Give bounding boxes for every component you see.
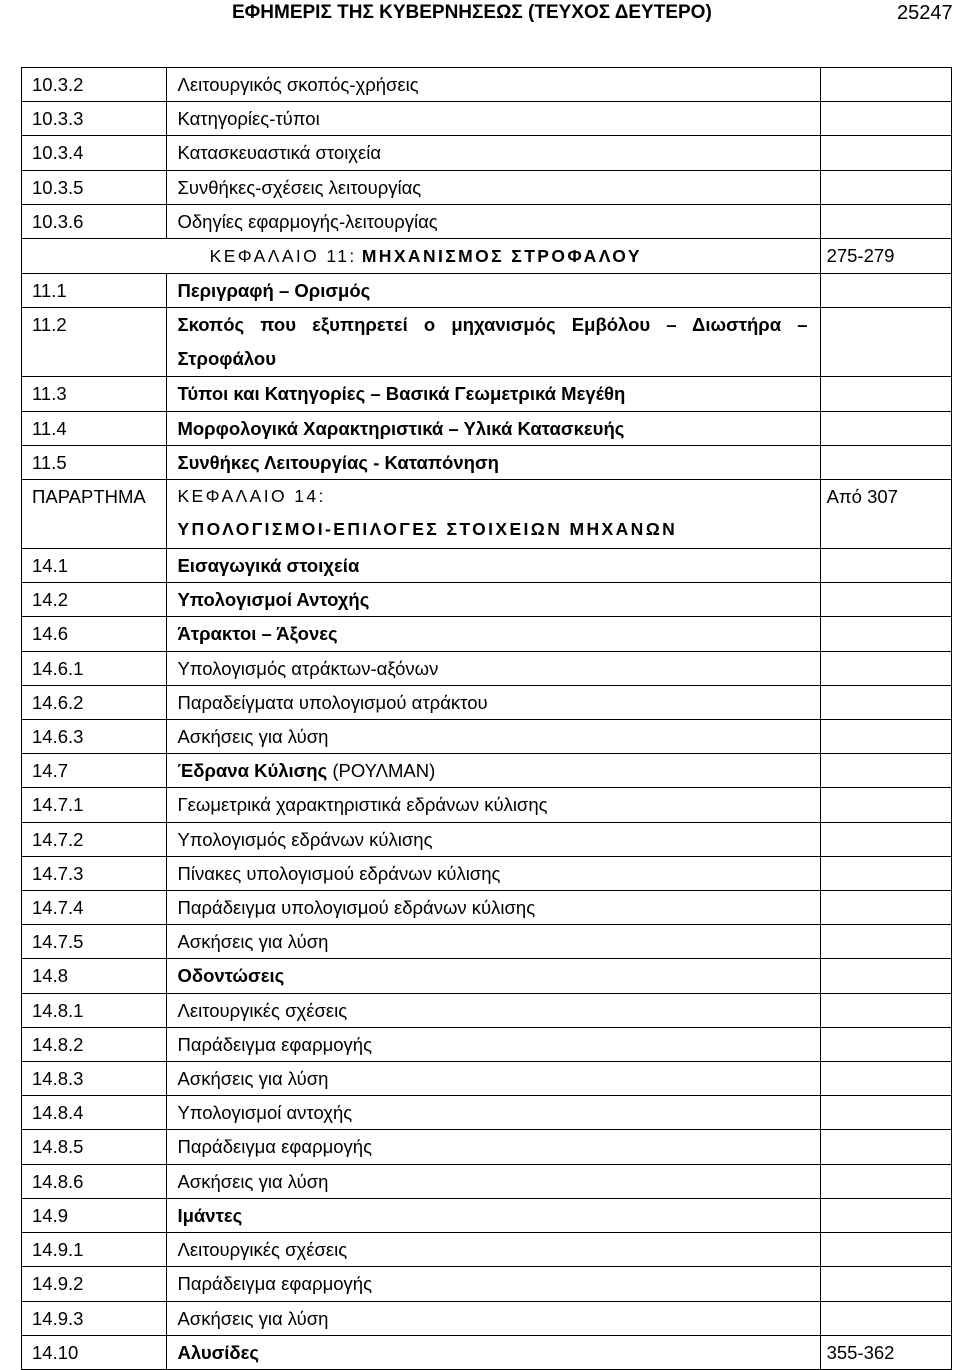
section-title: Οδηγίες εφαρμογής-λειτουργίας [167,204,820,238]
section-number: 14.7.3 [22,856,167,890]
section-number: 14.8 [22,959,167,993]
section-number: 14.7.2 [22,822,167,856]
section-number: 11.4 [22,411,167,445]
section-title: Λειτουργικές σχέσεις [167,1233,820,1267]
section-title: Ασκήσεις για λύση [167,1062,820,1096]
section-pages [820,583,951,617]
page-header [0,0,960,34]
section-title: Παράδειγμα εφαρμογής [167,1027,820,1061]
section-pages [820,1233,951,1267]
section-pages [820,308,951,377]
table-row [22,617,952,651]
table-row [22,170,952,204]
table-row [22,549,952,583]
table-row [22,102,952,136]
section-title: Εισαγωγικά στοιχεία [167,549,820,583]
section-title: Παράδειγμα εφαρμογής [167,1130,820,1164]
table-row [22,685,952,719]
section-pages [820,274,951,308]
section-pages [820,788,951,822]
section-number: 11.2 [22,308,167,377]
section-pages [820,204,951,238]
chapter-heading [167,480,820,549]
section-title: Ασκήσεις για λύση [167,1164,820,1198]
section-pages [820,822,951,856]
section-number: 10.3.5 [22,170,167,204]
section-title: Λειτουργικές σχέσεις [167,993,820,1027]
section-title-cell [167,754,820,788]
section-number: 14.8.2 [22,1027,167,1061]
table-row [22,1027,952,1061]
table-row [22,411,952,445]
table-row [22,68,952,102]
table-row [22,1198,952,1232]
section-title: Υπολογισμός ατράκτων-αξόνων [167,651,820,685]
section-number: 11.3 [22,377,167,411]
section-number: 14.8.4 [22,1096,167,1130]
section-pages [820,1198,951,1232]
section-pages [820,856,951,890]
section-title: Συνθήκες-σχέσεις λειτουργίας [167,170,820,204]
section-pages [820,993,951,1027]
table-row [22,651,952,685]
section-pages [820,891,951,925]
section-title: Ασκήσεις για λύση [167,720,820,754]
section-pages [820,411,951,445]
section-pages: 275-279 [820,239,951,274]
section-number: 11.1 [22,274,167,308]
section-pages [820,1301,951,1335]
table-row [22,1164,952,1198]
table-row [22,1130,952,1164]
table-row [22,1233,952,1267]
section-pages [820,754,951,788]
section-pages [820,102,951,136]
section-title: Αλυσίδες [167,1335,820,1369]
section-title: Άτρακτοι – Άξονες [167,617,820,651]
chapter-name: ΜΗΧΑΝΙΣΜΟΣ ΣΤΡΟΦΑΛΟΥ [361,246,642,267]
table-row [22,925,952,959]
section-pages [820,1062,951,1096]
table-row [22,1335,952,1369]
section-number: 14.6 [22,617,167,651]
table-row [22,1267,952,1301]
section-number: 14.9 [22,1198,167,1232]
table-row [22,993,952,1027]
section-pages [820,685,951,719]
section-number: 14.9.1 [22,1233,167,1267]
chapter-row [22,239,952,274]
section-title: Περιγραφή – Ορισμός [167,274,820,308]
table-row [22,754,952,788]
section-pages [820,549,951,583]
section-pages [820,651,951,685]
section-title: Κατασκευαστικά στοιχεία [167,136,820,170]
chapter-name: ΥΠΟΛΟΓΙΣΜΟΙ-ΕΠΙΛΟΓΕΣ ΣΤΟΙΧΕΙΩΝ ΜΗΧΑΝΩΝ [177,519,678,540]
section-number: 14.6.3 [22,720,167,754]
section-number: 11.5 [22,445,167,479]
section-number: 14.10 [22,1335,167,1369]
section-number: 14.8.1 [22,993,167,1027]
table-row [22,274,952,308]
section-pages [820,617,951,651]
section-pages [820,1027,951,1061]
chapter-prefix: ΚΕΦΑΛΑΙΟ 11: [209,246,357,267]
table-row [22,377,952,411]
section-title: Κατηγορίες-τύποι [167,102,820,136]
section-number: 10.3.2 [22,68,167,102]
section-title: Υπολογισμοί Αντοχής [167,583,820,617]
section-title: Οδοντώσεις [167,959,820,993]
gazette-title: ΕΦΗΜΕΡΙΣ ΤΗΣ ΚΥΒΕΡΝΗΣΕΩΣ (ΤΕΥΧΟΣ ΔΕΥΤΕΡΟ) [232,2,712,23]
table-row [22,445,952,479]
section-pages [820,445,951,479]
section-number: 14.6.1 [22,651,167,685]
table-row [22,822,952,856]
table-row [22,1062,952,1096]
table-row [22,583,952,617]
section-pages [820,1130,951,1164]
section-number: 14.8.5 [22,1130,167,1164]
section-number: 14.7.1 [22,788,167,822]
section-title: Υπολογισμοί αντοχής [167,1096,820,1130]
section-title: Σκοπός που εξυπηρετεί ο μηχανισμός Εμβόλου – Διωστήρα – Στροφάλου [167,308,820,377]
section-number: 14.8.6 [22,1164,167,1198]
chapter-heading [22,239,821,274]
section-pages: Από 307 [820,480,951,549]
section-number: 14.9.3 [22,1301,167,1335]
section-number: 14.7.4 [22,891,167,925]
section-title-suffix: (ΡΟΥΛΜΑΝ) [332,760,436,782]
section-number: 14.8.3 [22,1062,167,1096]
page-number: 25247 [897,2,953,24]
section-pages [820,136,951,170]
section-title: Ασκήσεις για λύση [167,925,820,959]
section-title: Παράδειγμα υπολογισμού εδράνων κύλισης [167,891,820,925]
section-title: Συνθήκες Λειτουργίας - Καταπόνηση [167,445,820,479]
section-pages [820,1164,951,1198]
section-pages [820,170,951,204]
section-title: Παράδειγμα εφαρμογής [167,1267,820,1301]
section-title: Παραδείγματα υπολογισμού ατράκτου [167,685,820,719]
section-pages [820,377,951,411]
table-row [22,856,952,890]
table-of-contents [21,67,952,1370]
section-title: Μορφολογικά Χαρακτηριστικά – Υλικά Κατασκευής [167,411,820,445]
section-title: Έδρανα Κύλισης [177,760,328,782]
section-pages [820,925,951,959]
table-row [22,788,952,822]
section-number: 10.3.4 [22,136,167,170]
section-number: 14.1 [22,549,167,583]
section-pages [820,959,951,993]
section-title: Τύποι και Κατηγορίες – Βασικά Γεωμετρικά Μεγέθη [167,377,820,411]
table-row [22,1096,952,1130]
section-number: 14.7.5 [22,925,167,959]
section-pages [820,1096,951,1130]
section-number: 14.7 [22,754,167,788]
section-number: 10.3.6 [22,204,167,238]
section-title: Ασκήσεις για λύση [167,1301,820,1335]
section-title: Υπολογισμός εδράνων κύλισης [167,822,820,856]
table-row [22,891,952,925]
section-pages: 355-362 [820,1335,951,1369]
section-number: 14.9.2 [22,1267,167,1301]
section-number: 14.6.2 [22,685,167,719]
table-row [22,959,952,993]
table-row [22,136,952,170]
table-row [22,308,952,377]
table-row [22,204,952,238]
section-title: Γεωμετρικά χαρακτηριστικά εδράνων κύλισης [167,788,820,822]
section-pages [820,68,951,102]
section-title: Ιμάντες [167,1198,820,1232]
section-number: 14.2 [22,583,167,617]
section-title: Λειτουργικός σκοπός-χρήσεις [167,68,820,102]
section-pages [820,720,951,754]
table-row [22,720,952,754]
section-title: Πίνακες υπολογισμού εδράνων κύλισης [167,856,820,890]
chapter-row [22,480,952,549]
chapter-prefix: ΚΕΦΑΛΑΙΟ 14: [177,486,326,507]
section-number: 10.3.3 [22,102,167,136]
table-row [22,1301,952,1335]
section-pages [820,1267,951,1301]
appendix-label: ΠΑΡΑΡΤΗΜΑ [22,480,167,549]
